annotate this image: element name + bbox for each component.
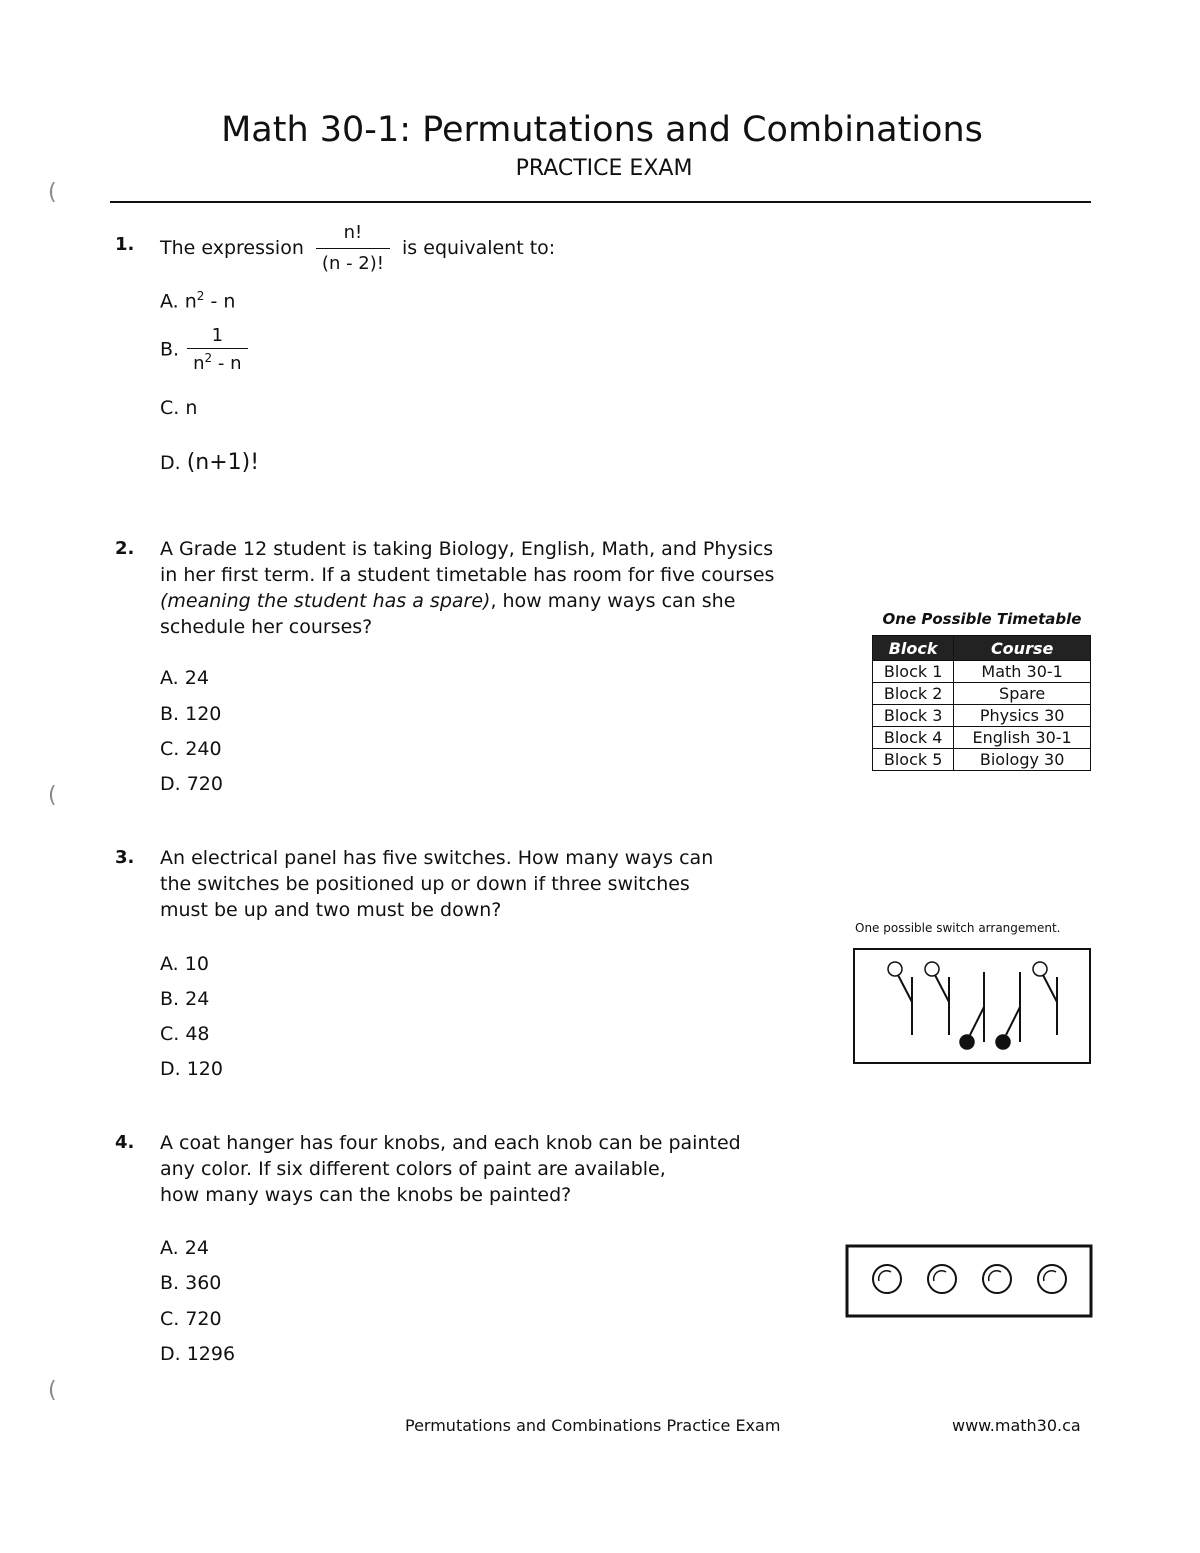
answer-option[interactable]: C. 240 <box>160 738 222 760</box>
switch-lever <box>970 1007 984 1035</box>
footer-title: Permutations and Combinations Practice Exam <box>405 1416 781 1435</box>
answer-option[interactable]: A. 24 <box>160 1237 209 1259</box>
answer-option[interactable]: A. 24 <box>160 667 209 689</box>
hanger-knob <box>928 1265 956 1293</box>
option-label: A. <box>160 290 179 313</box>
question-line: the switches be positioned up or down if three switches <box>160 873 690 895</box>
header-divider <box>110 201 1091 203</box>
option-numerator: 1 <box>211 325 224 346</box>
question-2-text <box>160 536 774 640</box>
option-fraction <box>187 325 247 374</box>
option-base: n <box>184 290 197 313</box>
hanger-border <box>847 1246 1091 1316</box>
question-number: 1. <box>115 234 135 255</box>
option-label: C. <box>160 397 180 419</box>
option-label: B. <box>160 338 180 361</box>
switch-lever <box>935 975 949 1002</box>
binder-hole-mark: ( <box>48 1378 57 1403</box>
question-line: in her first term. If a student timetable has room for five courses <box>160 564 775 586</box>
table-cell: Block 4 <box>873 727 954 749</box>
option-base: n <box>193 353 205 374</box>
answer-option[interactable]: B. 360 <box>160 1272 222 1294</box>
knob-group <box>873 1265 1066 1293</box>
fraction-numerator: n! <box>343 222 363 243</box>
binder-hole-mark: ( <box>48 180 57 205</box>
hanger-knob <box>1038 1265 1066 1293</box>
timetable <box>872 635 1091 771</box>
page-subtitle: PRACTICE EXAM <box>515 156 693 181</box>
switch-lever <box>1006 1007 1020 1035</box>
switch-knob-up <box>888 962 902 976</box>
hanger-knob-highlight <box>934 1271 946 1281</box>
question-1-text-before: The expression <box>160 237 304 259</box>
table-cell: Physics 30 <box>954 705 1091 727</box>
expression-fraction <box>316 220 390 277</box>
table-row <box>873 661 1091 683</box>
answer-option[interactable] <box>160 450 259 475</box>
table-cell: English 30-1 <box>954 727 1091 749</box>
option-rest: - n <box>204 290 236 313</box>
answer-option[interactable]: D. 120 <box>160 1058 223 1080</box>
timetable-header: Block <box>873 636 954 661</box>
question-4-text <box>160 1130 741 1208</box>
option-denominator <box>187 348 247 374</box>
switch-lever <box>898 975 912 1002</box>
switch-knob-down <box>996 1035 1010 1049</box>
answer-option[interactable] <box>160 325 254 374</box>
table-row <box>873 727 1091 749</box>
switch-knob-up <box>1033 962 1047 976</box>
table-cell: Block 1 <box>873 661 954 683</box>
table-cell: Spare <box>954 683 1091 705</box>
question-number: 4. <box>115 1132 135 1153</box>
table-cell: Block 2 <box>873 683 954 705</box>
option-exponent: 2 <box>204 351 213 365</box>
table-cell: Math 30-1 <box>954 661 1091 683</box>
question-line: any color. If six different colors of paint are available, <box>160 1158 666 1180</box>
switch-figure-caption: One possible switch arrangement. <box>855 921 1061 935</box>
table-cell: Block 3 <box>873 705 954 727</box>
answer-option[interactable]: C. 720 <box>160 1308 222 1330</box>
question-1-text-after: is equivalent to: <box>402 237 556 259</box>
answer-option[interactable] <box>160 289 235 312</box>
question-line <box>160 588 774 614</box>
hanger-knob <box>873 1265 901 1293</box>
table-row <box>873 705 1091 727</box>
question-line: A coat hanger has four knobs, and each knob can be painted <box>160 1132 741 1154</box>
option-value: (n+1)! <box>186 450 260 475</box>
option-value: n <box>185 397 198 419</box>
hanger-knob-highlight <box>989 1271 1001 1281</box>
option-rest: - n <box>212 353 242 374</box>
switch-group <box>888 962 1057 1049</box>
table-cell: Biology 30 <box>954 749 1091 771</box>
option-label: D. <box>160 452 181 474</box>
question-line: must be up and two must be down? <box>160 899 502 921</box>
answer-option[interactable]: D. 720 <box>160 773 223 795</box>
answer-option[interactable]: B. 120 <box>160 703 222 725</box>
question-line: An electrical panel has five switches. How many ways can <box>160 847 714 869</box>
answer-option[interactable]: D. 1296 <box>160 1343 236 1365</box>
answer-option[interactable] <box>160 397 197 419</box>
hanger-knob-highlight <box>1044 1271 1056 1281</box>
footer-url[interactable]: www.math30.ca <box>952 1416 1081 1435</box>
switch-lever <box>1043 975 1057 1002</box>
question-number: 3. <box>115 847 135 868</box>
hanger-knob <box>983 1265 1011 1293</box>
switch-panel-figure <box>852 947 1092 1065</box>
answer-option[interactable]: A. 10 <box>160 953 209 975</box>
binder-hole-mark: ( <box>48 783 57 808</box>
switch-knob-down <box>960 1035 974 1049</box>
question-line: schedule her courses? <box>160 616 373 638</box>
table-cell: Block 5 <box>873 749 954 771</box>
question-line-rest: , how many ways can she <box>490 590 736 612</box>
switch-knob-up <box>925 962 939 976</box>
timetable-header: Course <box>954 636 1091 661</box>
page-title: Math 30-1: Permutations and Combinations <box>221 110 983 150</box>
answer-option[interactable]: B. 24 <box>160 988 210 1010</box>
answer-option[interactable]: C. 48 <box>160 1023 210 1045</box>
coat-hanger-figure <box>845 1244 1093 1318</box>
option-exponent: 2 <box>196 289 205 303</box>
timetable-caption: One Possible Timetable <box>882 610 1082 628</box>
question-1-text <box>160 220 555 277</box>
hanger-knob-highlight <box>879 1271 891 1281</box>
table-row <box>873 683 1091 705</box>
question-italic-note: (meaning the student has a spare) <box>160 590 491 612</box>
question-3-text <box>160 845 713 923</box>
question-line: how many ways can the knobs be painted? <box>160 1184 572 1206</box>
table-row <box>873 749 1091 771</box>
question-line: A Grade 12 student is taking Biology, English, Math, and Physics <box>160 538 774 560</box>
question-number: 2. <box>115 538 135 559</box>
fraction-denominator: (n - 2)! <box>316 248 390 277</box>
